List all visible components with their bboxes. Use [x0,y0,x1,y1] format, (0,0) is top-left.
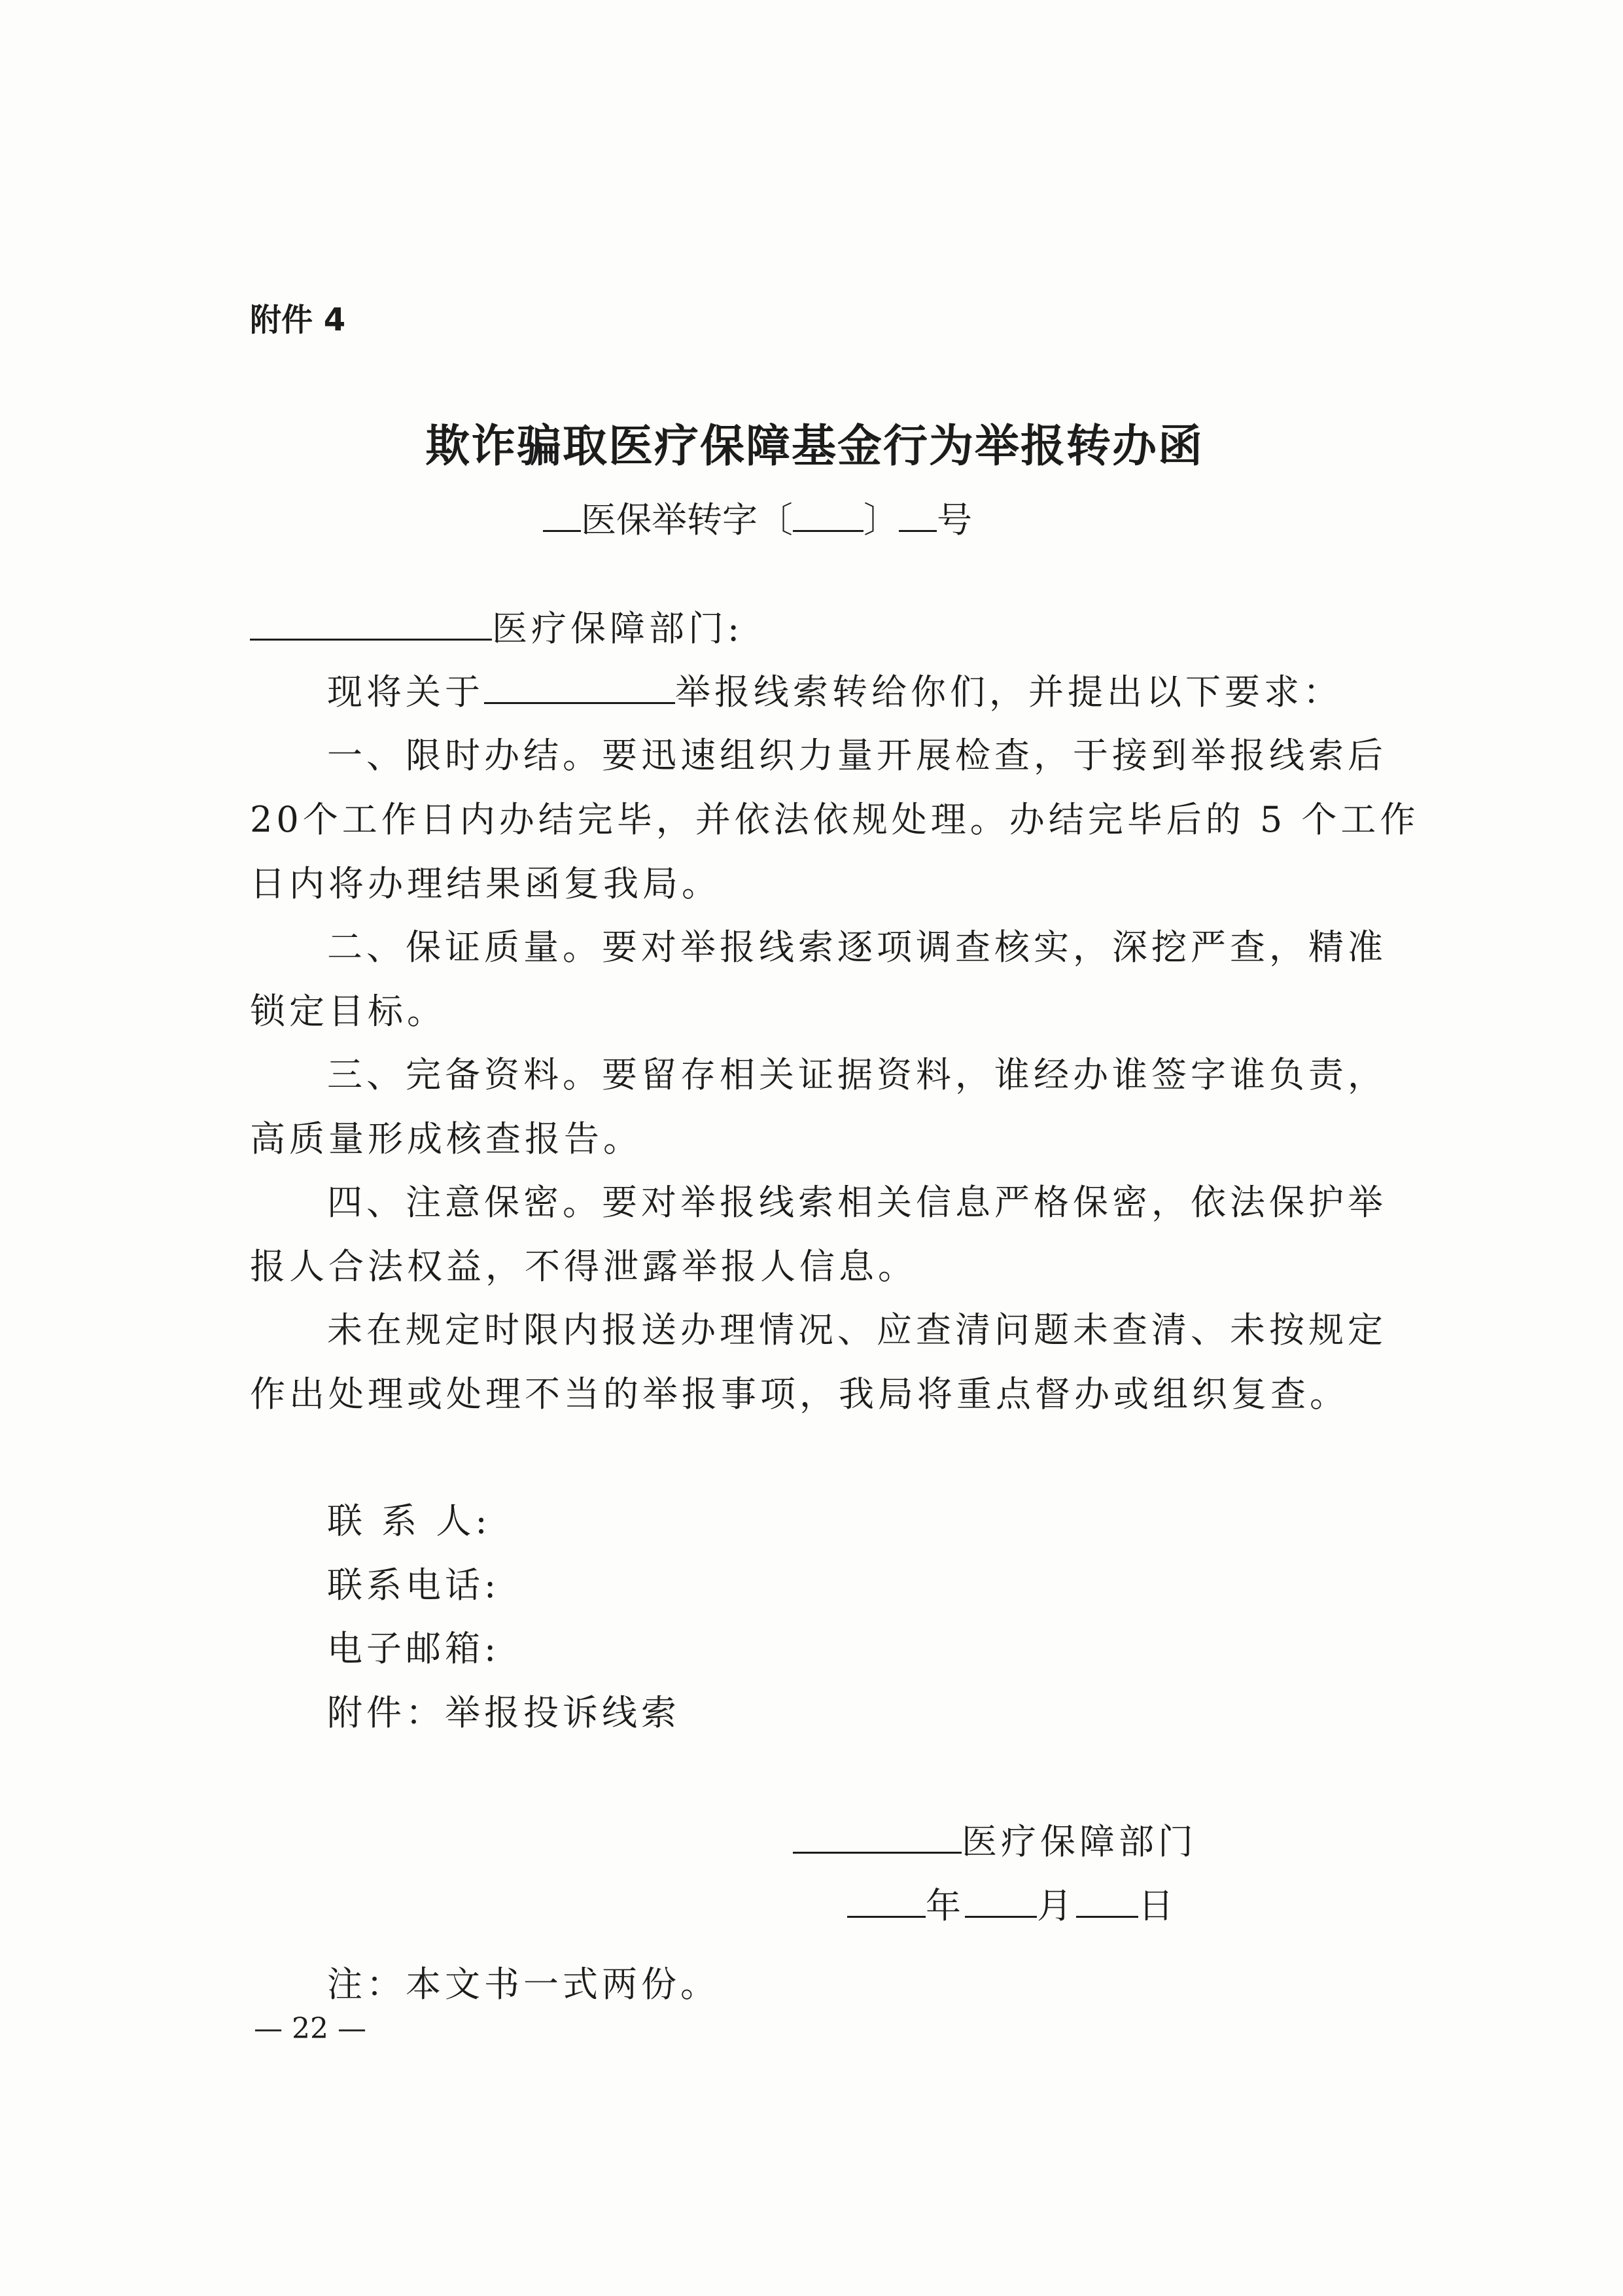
serial-text-3: 号 [937,499,972,540]
serial-text-2: 〕 [864,499,899,540]
item1-line3: 日内将办理结果函复我局。 [250,863,721,904]
signature-dept-blank [793,1818,962,1854]
item3-line2: 高质量形成核查报告。 [250,1118,642,1159]
month-blank [965,1882,1037,1918]
addressee-line [250,601,743,651]
addressee-suffix: 医疗保障部门: [492,608,744,649]
addressee-blank [250,605,492,641]
closing-line2: 作出处理或处理不当的举报事项，我局将重点督办或组织复查。 [250,1373,1349,1415]
day-label: 日 [1138,1885,1178,1926]
signature-dept: 医疗保障部门 [962,1821,1197,1862]
year-label: 年 [926,1885,965,1926]
closing-line1: 未在规定时限内报送办理情况、应查清问题未查清、未按规定 [327,1309,1387,1351]
document-title: 欺诈骗取医疗保障基金行为举报转办函 [425,421,1204,472]
day-blank [1076,1882,1138,1918]
serial-text-1: 医保举转字〔 [581,499,793,540]
item4-line2: 报人合法权益，不得泄露举报人信息。 [250,1246,917,1287]
serial-number-line [543,492,972,542]
contact-attachment: 附件：举报投诉线索 [327,1692,680,1733]
item4-line1: 四、注意保密。要对举报线索相关信息严格保密，依法保护举 [327,1182,1387,1223]
item1-line1: 一、限时办结。要迅速组织力量开展检查，于接到举报线索后 [327,735,1387,776]
item2-line1: 二、保证质量。要对举报线索逐项调查核实，深挖严查，精准 [327,927,1387,968]
contact-email: 电子邮箱: [327,1628,500,1669]
contact-phone: 联系电话: [327,1564,500,1606]
intro-suffix: 举报线索转给你们，并提出以下要求： [675,671,1342,713]
signature-date-line [847,1878,1178,1928]
note: 注：本文书一式两份。 [327,1964,720,2005]
serial-prefix-blank [543,497,581,532]
page-number: — 22 — [254,2012,366,2045]
intro-line [327,664,1342,715]
intro-prefix: 现将关于 [327,671,484,713]
serial-number-blank [899,497,937,532]
attachment-label: 附件 4 [250,302,346,338]
year-blank [847,1882,926,1918]
item3-line1: 三、完备资料。要留存相关证据资料，谁经办谁签字谁负责， [327,1054,1387,1095]
signature-dept-line [793,1814,1197,1864]
month-label: 月 [1037,1885,1076,1926]
item2-line2: 锁定目标。 [250,991,446,1032]
item1-line2: 20个工作日内办结完毕，并依法依规处理。办结完毕后的 5 个工作 [250,799,1420,840]
serial-year-blank [793,497,864,532]
intro-blank [484,669,675,704]
contact-person: 联 系 人: [327,1500,491,1542]
